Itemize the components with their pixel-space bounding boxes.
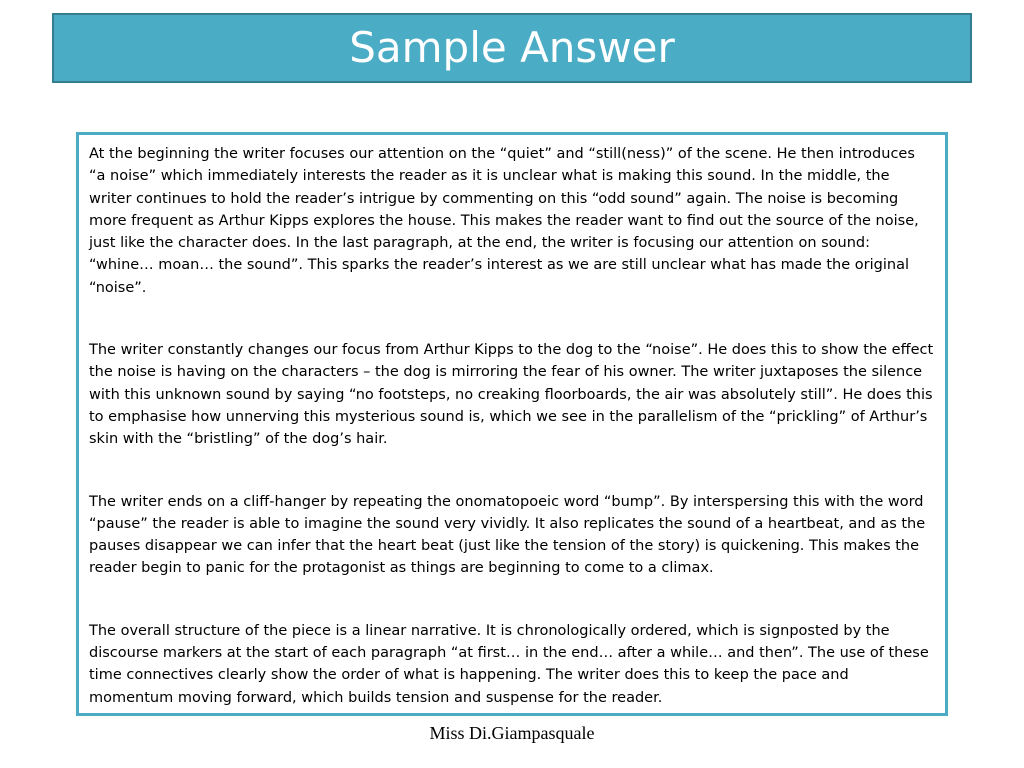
answer-paragraph-2: The writer constantly changes our focus from Arthur Kipps to the dog to the “noise”. He does this to show the effect the noise is having on the characters – the dog is mirroring the fear of his owner. The writer juxtaposes the silence with this unknown sound by saying “no footsteps, no creaking floorboards, the air was absolutely still”. He does this to emphasise how unnerving this mysterious sound is, which we see in the parallelism of the “prickling” of Arthur’s skin with the “bristling” of the dog’s hair. (89, 342, 934, 448)
slide-title: Sample Answer (349, 23, 675, 72)
title-banner (52, 13, 972, 83)
answer-text-box (76, 132, 948, 716)
answer-paragraph-1: At the beginning the writer focuses our attention on the “quiet” and “still(ness)” of the scene. He then introduces “a noise” which immediately interests the reader as it is unclear what is making this sound. In the middle, the writer continues to hold the reader’s intrigue by commenting on this “odd sound” again. The noise is becoming more frequent as Arthur Kipps explores the house. This makes the reader want to find out the source of the noise, just like the character does. In the last paragraph, at the end, the writer is focusing our attention on sound: “whine… moan… the sound”. This sparks the reader’s interest as we are still unclear what has made the original “noise”. (89, 146, 919, 296)
answer-paragraph-4: The overall structure of the piece is a linear narrative. It is chronologically ordered, which is signposted by the discourse markers at the start of each paragraph “at first… in the end… after a while… and then”. The use of these time connectives clearly show the order of what is happening. The writer does this to keep the pace and momentum moving forward, which builds tension and suspense for the reader. (89, 622, 929, 706)
answer-paragraph-3: The writer ends on a cliff-hanger by repeating the onomatopoeic word “bump”. By interspersing this with the word “pause” the reader is able to imagine the sound very vividly. It also replicates the sound of a heartbeat, and as the pauses disappear we can infer that the heart beat (just like the tension of the story) is quickening. This makes the reader begin to panic for the protagonist as things are beginning to come to a climax. (89, 493, 926, 577)
author-credit: Miss Di.Giampasquale (429, 723, 595, 743)
